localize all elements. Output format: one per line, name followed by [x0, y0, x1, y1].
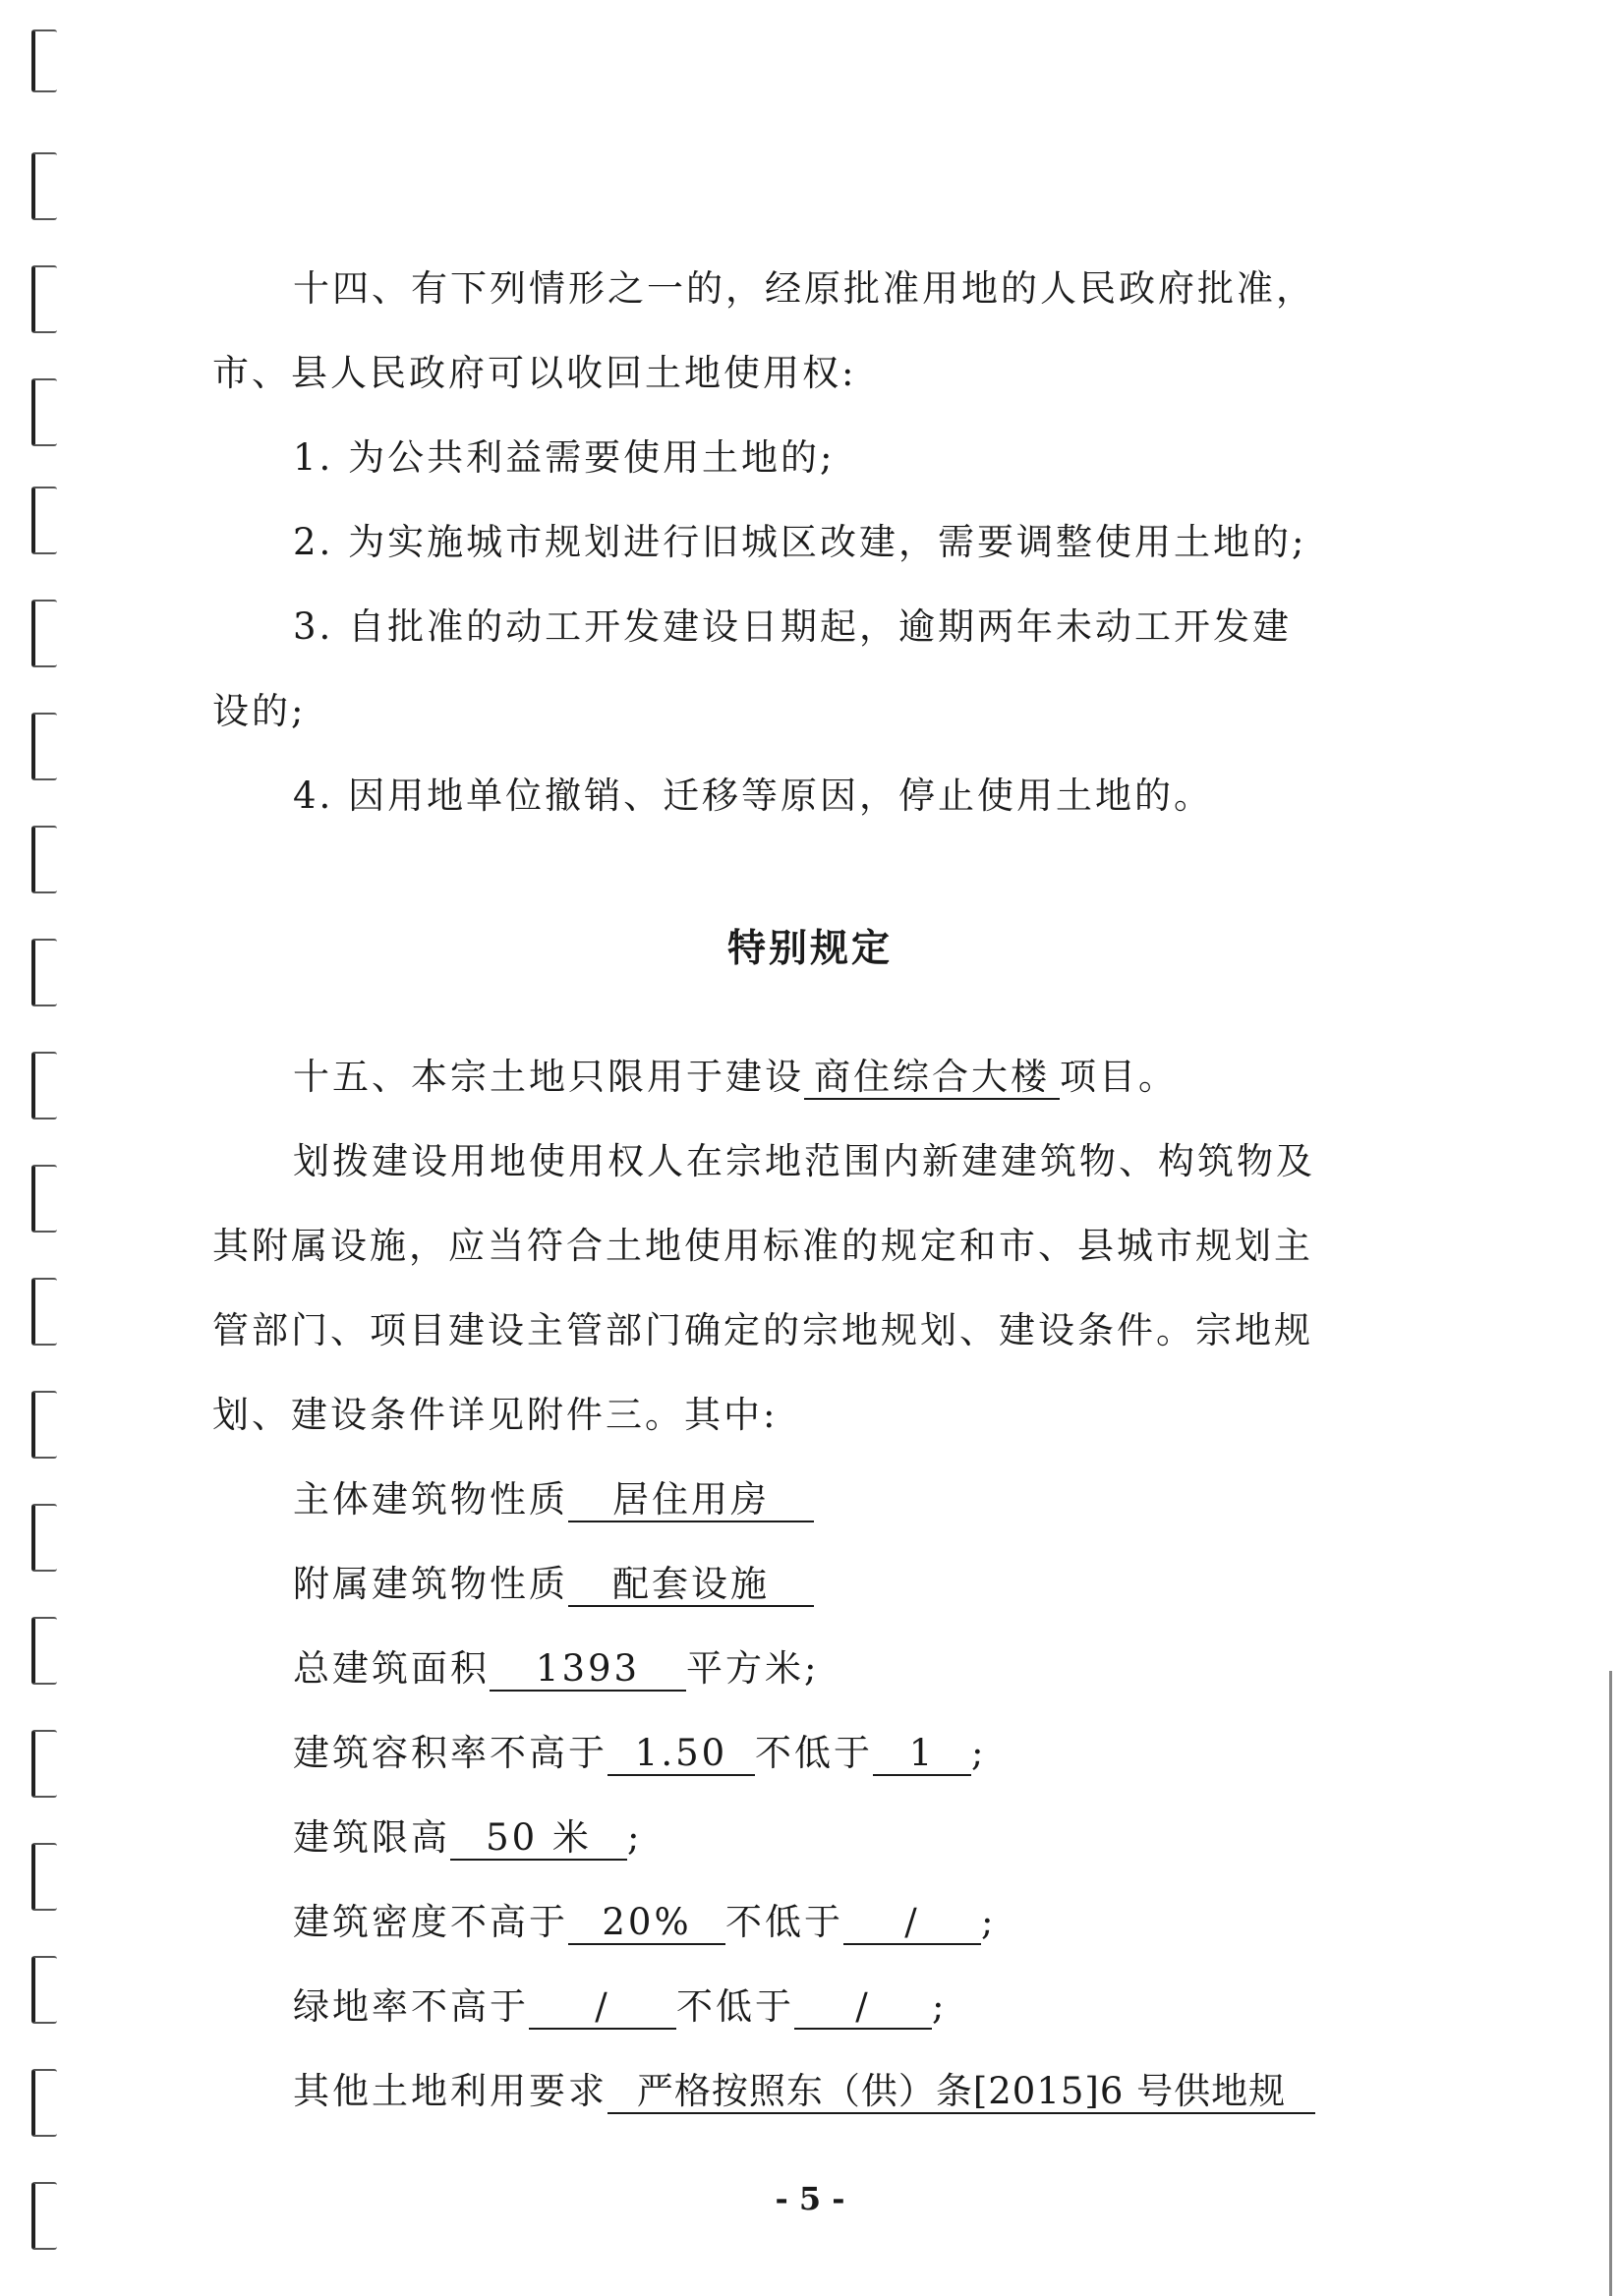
clause-15-para-line: 其附属设施，应当符合土地使用标准的规定和市、县城市规划主	[212, 1225, 1313, 1267]
binding-hole-mark	[31, 713, 57, 780]
binding-hole-mark	[31, 1052, 57, 1119]
height-limit-value: 50 米	[450, 1817, 627, 1861]
clause-14-item-3: 3. 自批准的动工开发建设日期起，逾期两年未动工开发建	[293, 605, 1293, 648]
far-max-value: 1.50	[608, 1733, 755, 1776]
binding-hole-mark	[31, 1165, 57, 1233]
height-limit-row	[293, 1814, 642, 1862]
main-building-nature-label: 主体建筑物性质	[293, 1478, 568, 1521]
binding-hole-mark	[31, 1391, 57, 1459]
aux-building-nature-value: 配套设施	[568, 1564, 814, 1607]
clause-15-prefix: 十五、本宗土地只限用于建设	[293, 1056, 804, 1098]
total-area-value: 1393	[490, 1648, 686, 1692]
binding-hole-mark	[31, 487, 57, 554]
binding-hole-mark	[31, 1504, 57, 1572]
far-min-value: 1	[873, 1733, 971, 1776]
clause-15-line-1	[293, 1054, 1178, 1101]
binding-hole-mark	[31, 2069, 57, 2137]
density-min-label: 不低于	[725, 1901, 843, 1943]
clause-15-para-line: 划、建设条件详见附件三。其中:	[212, 1394, 779, 1436]
binding-hole-mark	[31, 1617, 57, 1685]
binding-holes	[18, 0, 77, 2296]
binding-hole-mark	[31, 600, 57, 667]
clause-15-suffix: 项目。	[1060, 1056, 1178, 1098]
far-semicolon: ;	[971, 1732, 987, 1774]
clause-14-item-2: 2. 为实施城市规划进行旧城区改建，需要调整使用土地的;	[293, 521, 1307, 563]
other-requirements-label: 其他土地利用要求	[293, 2070, 608, 2112]
main-building-nature-row	[293, 1476, 814, 1523]
binding-hole-mark	[31, 29, 57, 92]
green-min-label: 不低于	[676, 1985, 794, 2028]
binding-hole-mark	[31, 1730, 57, 1798]
green-max-label: 绿地率不高于	[293, 1985, 529, 2028]
aux-building-nature-row	[293, 1561, 814, 1608]
density-min-value: /	[843, 1902, 981, 1945]
binding-hole-mark	[31, 826, 57, 893]
aux-building-nature-label: 附属建筑物性质	[293, 1563, 568, 1605]
total-area-label: 总建筑面积	[293, 1647, 490, 1690]
binding-hole-mark	[31, 1278, 57, 1346]
density-max-value: 20%	[568, 1902, 725, 1945]
binding-hole-mark	[31, 152, 57, 220]
far-max-label: 建筑容积率不高于	[293, 1732, 608, 1774]
binding-hole-mark	[31, 1843, 57, 1911]
section-heading: 特别规定	[726, 927, 893, 971]
clause-14-line-2: 市、县人民政府可以收回土地使用权:	[212, 352, 857, 394]
far-min-label: 不低于	[755, 1732, 873, 1774]
green-semicolon: ;	[932, 1985, 948, 2028]
binding-hole-mark	[31, 265, 57, 333]
clause-14-item-3-cont: 设的;	[212, 690, 307, 732]
building-density-row	[293, 1899, 996, 1946]
clause-15-para-line: 划拨建设用地使用权人在宗地范围内新建建筑物、构筑物及	[293, 1140, 1315, 1182]
clause-14-line-1: 十四、有下列情形之一的，经原批准用地的人民政府批准，	[293, 267, 1315, 310]
total-area-row	[293, 1645, 819, 1693]
density-semicolon: ;	[981, 1901, 997, 1943]
binding-hole-mark	[31, 378, 57, 446]
density-max-label: 建筑密度不高于	[293, 1901, 568, 1943]
height-limit-label: 建筑限高	[293, 1816, 450, 1859]
page-number: - 5 -	[775, 2180, 845, 2217]
clause-14-item-4: 4. 因用地单位撤销、迁移等原因，停止使用土地的。	[293, 775, 1214, 817]
height-semicolon: ;	[627, 1816, 643, 1859]
other-requirements-row	[293, 2068, 1315, 2115]
clause-14-item-1: 1. 为公共利益需要使用土地的;	[293, 436, 836, 479]
main-building-nature-value: 居住用房	[568, 1479, 814, 1522]
binding-hole-mark	[31, 1956, 57, 2024]
green-min-value: /	[794, 1986, 932, 2030]
green-ratio-row	[293, 1983, 947, 2031]
green-max-value: /	[529, 1986, 676, 2030]
other-requirements-value: 严格按照东（供）条[2015]6 号供地规	[608, 2071, 1315, 2114]
floor-area-ratio-row	[293, 1730, 986, 1777]
project-name-field: 商住综合大楼	[804, 1057, 1060, 1100]
total-area-unit: 平方米;	[686, 1647, 820, 1690]
clause-15-para-line: 管部门、项目建设主管部门确定的宗地规划、建设条件。宗地规	[212, 1309, 1313, 1351]
